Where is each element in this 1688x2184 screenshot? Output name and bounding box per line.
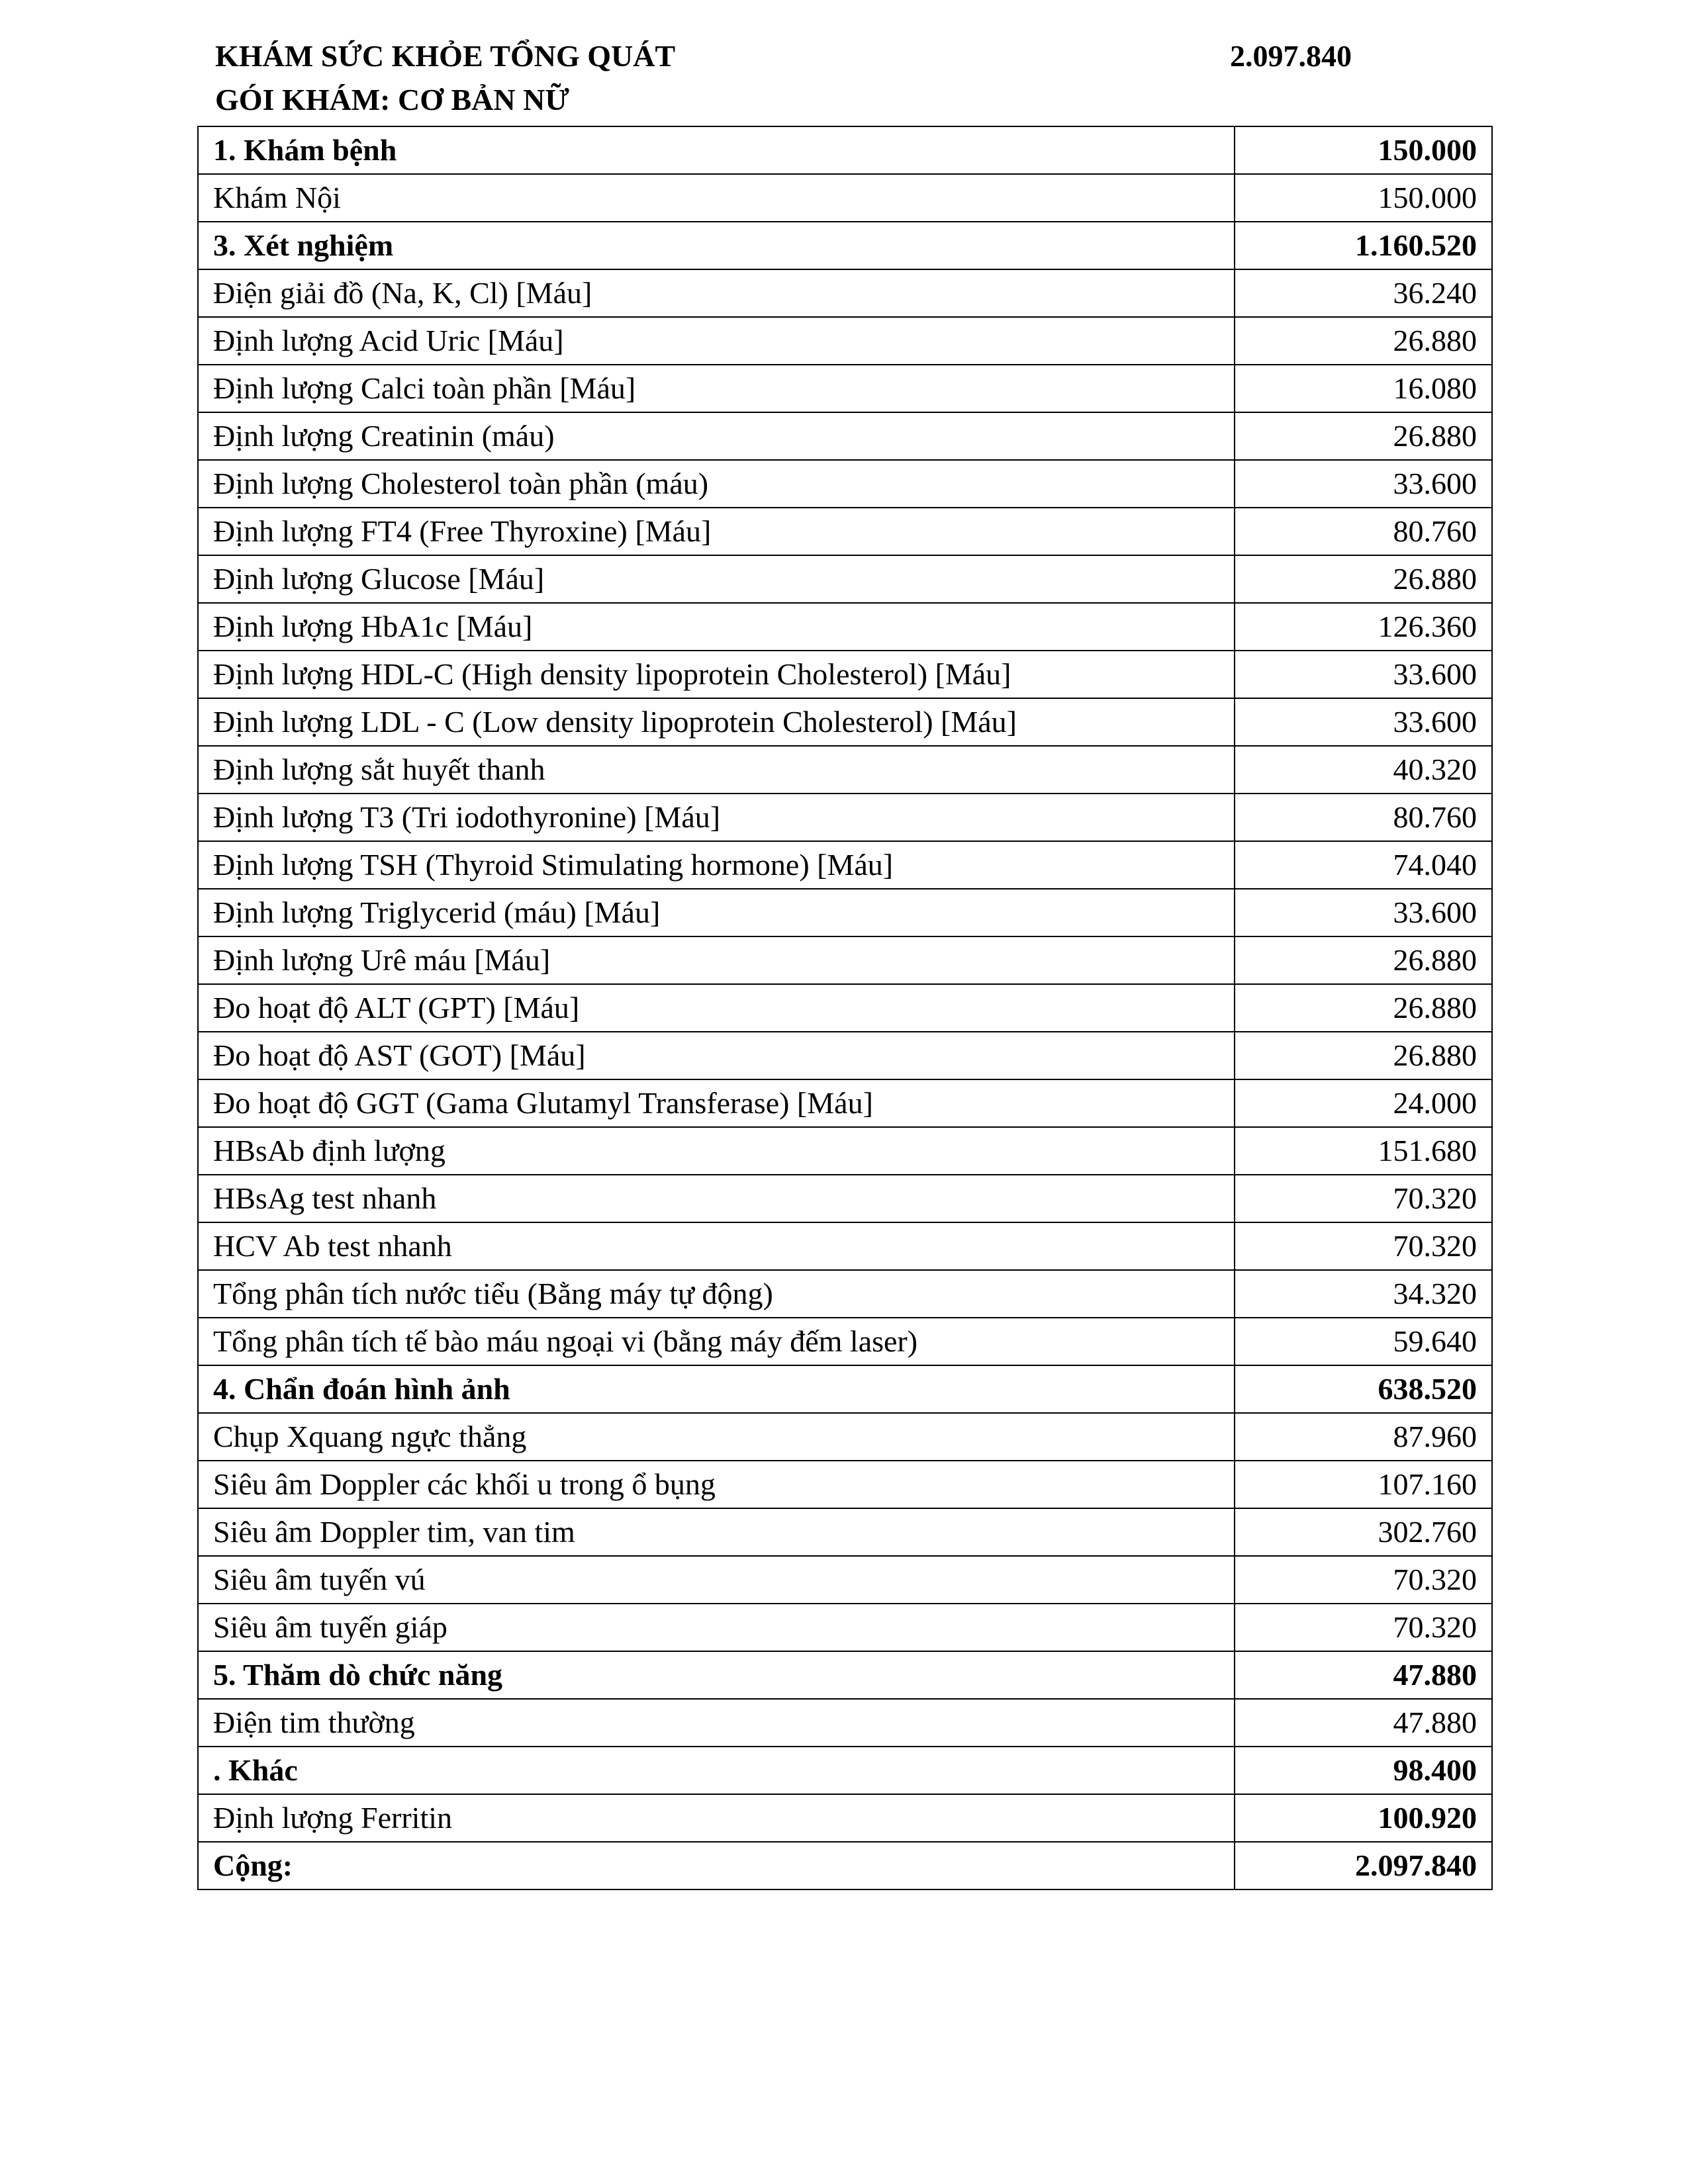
item-name: Định lượng Glucose [Máu] [198,555,1235,603]
item-price: 151.680 [1235,1127,1492,1175]
item-price: 150.000 [1235,174,1492,222]
item-name: Siêu âm Doppler tim, van tim [198,1508,1235,1556]
item-name: Định lượng HbA1c [Máu] [198,603,1235,651]
section-label: 5. Thăm dò chức năng [198,1651,1235,1699]
item-price: 107.160 [1235,1461,1492,1508]
table-row [198,412,1492,460]
item-name: Đo hoạt độ GGT (Gama Glutamyl Transferase) [Máu] [198,1079,1235,1127]
item-name: Định lượng HDL-C (High density lipoprotein Cholesterol) [Máu] [198,651,1235,698]
item-price: 33.600 [1235,889,1492,936]
item-price: 302.760 [1235,1508,1492,1556]
table-row [198,651,1492,698]
total-label: Cộng: [198,1842,1235,1889]
section-row-kham-benh [198,126,1492,174]
item-price: 70.320 [1235,1175,1492,1222]
item-name: Siêu âm Doppler các khối u trong ổ bụng [198,1461,1235,1508]
section-label: 4. Chẩn đoán hình ảnh [198,1365,1235,1413]
table-row [198,1413,1492,1461]
table-row [198,889,1492,936]
item-price: 80.760 [1235,508,1492,555]
table-row [198,317,1492,365]
section-subtotal: 638.520 [1235,1365,1492,1413]
header-title-line [215,34,1473,78]
item-name: Siêu âm tuyến giáp [198,1604,1235,1651]
item-name: Định lượng Calci toàn phần [Máu] [198,365,1235,412]
item-price: 26.880 [1235,317,1492,365]
item-price: 33.600 [1235,651,1492,698]
item-name: Định lượng TSH (Thyroid Stimulating hormone) [Máu] [198,841,1235,889]
section-subtotal: 47.880 [1235,1651,1492,1699]
item-price: 74.040 [1235,841,1492,889]
table-row [198,794,1492,841]
document-title: KHÁM SỨC KHỎE TỔNG QUÁT [215,39,676,73]
item-name: Định lượng Ferritin [198,1794,1235,1842]
table-row [198,508,1492,555]
table-row [198,1699,1492,1747]
table-row [198,269,1492,317]
header-total: 2.097.840 [1230,39,1352,73]
item-name: Chụp Xquang ngực thẳng [198,1413,1235,1461]
item-name: Tổng phân tích nước tiểu (Bằng máy tự động) [198,1270,1235,1318]
item-price: 59.640 [1235,1318,1492,1365]
item-name: Định lượng Acid Uric [Máu] [198,317,1235,365]
item-price: 70.320 [1235,1556,1492,1604]
total-row [198,1842,1492,1889]
table-row [198,1127,1492,1175]
section-label: . Khác [198,1747,1235,1794]
item-price: 126.360 [1235,603,1492,651]
section-row-xet-nghiem [198,222,1492,269]
package-line [215,78,1473,122]
item-name: Định lượng Creatinin (máu) [198,412,1235,460]
item-name: HCV Ab test nhanh [198,1222,1235,1270]
section-subtotal: 98.400 [1235,1747,1492,1794]
item-name: Định lượng Urê máu [Máu] [198,936,1235,984]
section-row-khac [198,1747,1492,1794]
item-price: 70.320 [1235,1222,1492,1270]
table-row [198,1032,1492,1079]
section-row-chan-doan-hinh-anh [198,1365,1492,1413]
item-price: 40.320 [1235,746,1492,794]
table-row [198,1270,1492,1318]
item-price: 36.240 [1235,269,1492,317]
item-name: Định lượng LDL - C (Low density lipoprotein Cholesterol) [Máu] [198,698,1235,746]
item-name: Định lượng Cholesterol toàn phần (máu) [198,460,1235,508]
package-name: GÓI KHÁM: CƠ BẢN NỮ [215,83,569,116]
table-row [198,1079,1492,1127]
item-price: 26.880 [1235,555,1492,603]
table-row [198,1175,1492,1222]
item-price: 26.880 [1235,412,1492,460]
table-row [198,746,1492,794]
item-name: HBsAb định lượng [198,1127,1235,1175]
section-label: 1. Khám bệnh [198,126,1235,174]
table-row [198,841,1492,889]
item-price: 24.000 [1235,1079,1492,1127]
item-name: HBsAg test nhanh [198,1175,1235,1222]
item-price: 34.320 [1235,1270,1492,1318]
item-name: Đo hoạt độ AST (GOT) [Máu] [198,1032,1235,1079]
document-header [215,34,1473,122]
table-row [198,603,1492,651]
item-price: 16.080 [1235,365,1492,412]
item-price: 80.760 [1235,794,1492,841]
table-row [198,984,1492,1032]
item-name: Tổng phân tích tế bào máu ngoại vi (bằng máy đếm laser) [198,1318,1235,1365]
item-name: Định lượng FT4 (Free Thyroxine) [Máu] [198,508,1235,555]
item-name: Định lượng sắt huyết thanh [198,746,1235,794]
table-row [198,1318,1492,1365]
item-price: 100.920 [1235,1794,1492,1842]
item-price: 70.320 [1235,1604,1492,1651]
table-row [198,1508,1492,1556]
item-name: Khám Nội [198,174,1235,222]
table-row [198,1222,1492,1270]
table-row [198,1604,1492,1651]
table-row [198,365,1492,412]
item-name: Điện giải đồ (Na, K, Cl) [Máu] [198,269,1235,317]
section-row-tham-do-chuc-nang [198,1651,1492,1699]
item-price: 47.880 [1235,1699,1492,1747]
section-subtotal: 150.000 [1235,126,1492,174]
item-price: 87.960 [1235,1413,1492,1461]
item-price: 26.880 [1235,1032,1492,1079]
item-name: Siêu âm tuyến vú [198,1556,1235,1604]
item-price: 33.600 [1235,460,1492,508]
table-row [198,174,1492,222]
table-row [198,555,1492,603]
table-row [198,698,1492,746]
table-row [198,1556,1492,1604]
item-name: Định lượng T3 (Tri iodothyronine) [Máu] [198,794,1235,841]
price-table [197,126,1493,1890]
table-row [198,1461,1492,1508]
section-subtotal: 1.160.520 [1235,222,1492,269]
item-price: 33.600 [1235,698,1492,746]
table-row [198,1794,1492,1842]
section-label: 3. Xét nghiệm [198,222,1235,269]
item-price: 26.880 [1235,936,1492,984]
grand-total: 2.097.840 [1235,1842,1492,1889]
table-row [198,460,1492,508]
item-price: 26.880 [1235,984,1492,1032]
item-name: Định lượng Triglycerid (máu) [Máu] [198,889,1235,936]
item-name: Điện tim thường [198,1699,1235,1747]
table-row [198,936,1492,984]
item-name: Đo hoạt độ ALT (GPT) [Máu] [198,984,1235,1032]
